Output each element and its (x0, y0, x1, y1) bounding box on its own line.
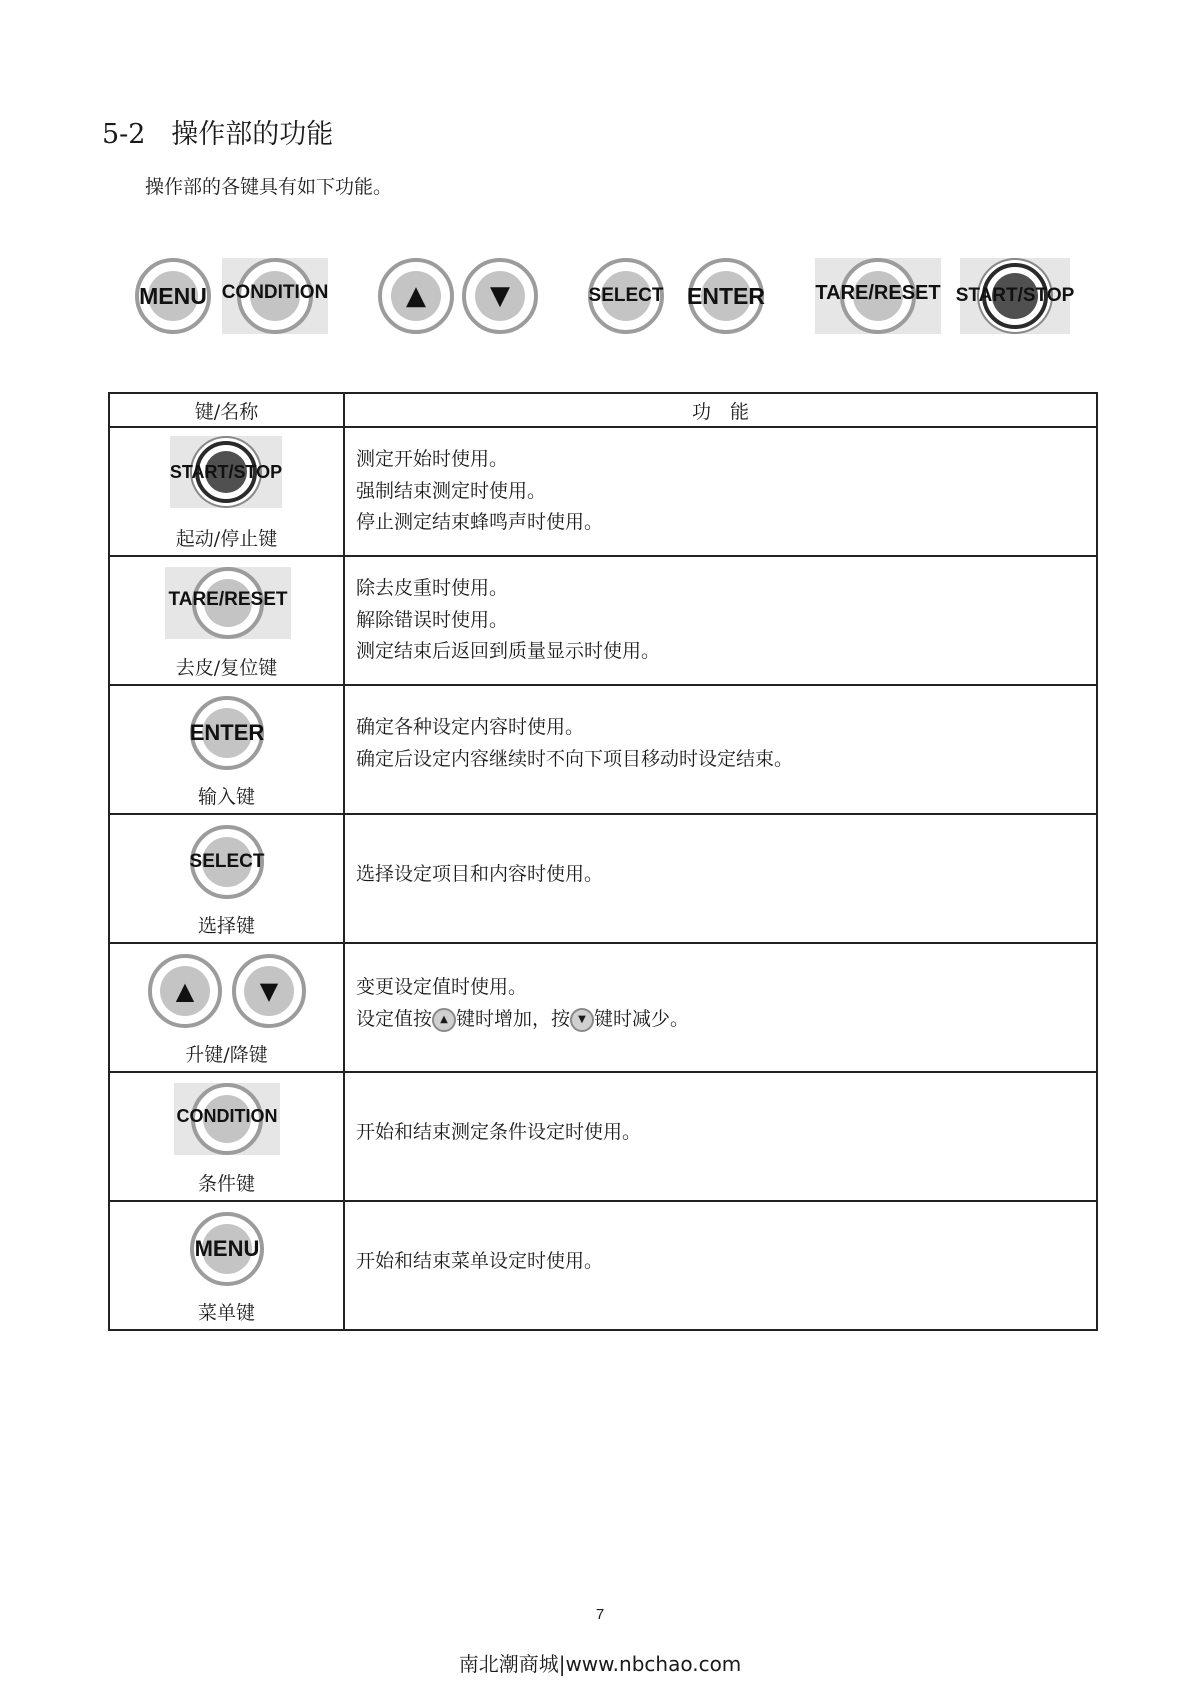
menu-key-icon: MENU (190, 1212, 264, 1286)
function-line: 解除错误时使用。 (356, 608, 509, 631)
key-cell (109, 685, 344, 814)
condition-key: CONDITION (222, 258, 328, 334)
function-line: 确定各种设定内容时使用。 (356, 716, 585, 738)
down-arrow-icon: ▼ (490, 281, 510, 311)
page-number: 7 (595, 1606, 605, 1623)
function-line: 设定值按 ▲ 键时增加，按 ▼ 键时减少。 (356, 1007, 690, 1030)
up-key-icon (148, 954, 222, 1028)
function-cell (344, 427, 1097, 556)
up-arrow-icon: ▲ (406, 281, 426, 311)
function-line: 测定结束后返回到质量显示时使用。 (356, 640, 661, 662)
header-key-name: 键/名称 (109, 393, 344, 427)
key-name: 输入键 (197, 786, 255, 808)
tare-reset-key: TARE/RESET (815, 258, 941, 334)
intro-text: 操作部的各键具有如下功能。 (145, 176, 393, 198)
select-key: SELECT (588, 258, 664, 334)
function-cell (344, 814, 1097, 943)
down-arrow-icon: ▼ (259, 977, 279, 1005)
key-cell (109, 814, 344, 943)
start-stop-key-icon: START/STOP (170, 436, 282, 508)
key-name: 选择键 (197, 915, 255, 937)
up-key (378, 258, 454, 334)
table-row (109, 556, 1097, 685)
menu-key: MENU (135, 258, 211, 334)
header-function: 功 能 (344, 393, 1097, 427)
key-cell (109, 1201, 344, 1330)
key-function-table (108, 392, 1098, 1331)
function-line: 选择设定项目和内容时使用。 (356, 863, 604, 885)
table-row (109, 427, 1097, 556)
function-line: 确定后设定内容继续时不向下项目移动时设定结束。 (356, 747, 794, 770)
down-key (462, 258, 538, 334)
key-name: 升键/降键 (185, 1044, 268, 1066)
function-line: 除去皮重时使用。 (356, 577, 509, 599)
key-cell (109, 427, 344, 556)
function-line: 开始和结束测定条件设定时使用。 (356, 1121, 642, 1143)
function-cell (344, 1201, 1097, 1330)
key-name: 去皮/复位键 (175, 657, 278, 679)
table-row (109, 814, 1097, 943)
key-name: 起动/停止键 (175, 528, 278, 550)
function-line: 停止测定结束蜂鸣声时使用。 (356, 511, 604, 533)
function-cell (344, 556, 1097, 685)
select-key-icon: SELECT (190, 825, 264, 899)
table-row (109, 685, 1097, 814)
footer-watermark: 南北潮商城|www.nbchao.com (458, 1652, 742, 1676)
start-stop-key: START/STOP (960, 258, 1070, 334)
key-name: 菜单键 (197, 1302, 255, 1324)
function-cell (344, 943, 1097, 1072)
function-line: 开始和结束菜单设定时使用。 (356, 1250, 604, 1272)
section-heading (102, 112, 333, 151)
up-key-inline-icon: ▲ (432, 1008, 456, 1032)
down-key-icon (232, 954, 306, 1028)
table-row (109, 943, 1097, 1072)
tare-reset-key-icon: TARE/RESET (165, 567, 291, 639)
key-cell (109, 556, 344, 685)
section-title: 操作部的功能 (171, 119, 334, 150)
key-cell (109, 943, 344, 1072)
key-cell (109, 1072, 344, 1201)
table-row (109, 1072, 1097, 1201)
table-row (109, 1201, 1097, 1330)
key-name: 条件键 (197, 1173, 255, 1195)
condition-key-icon: CONDITION (174, 1083, 280, 1155)
enter-key-icon: ENTER (190, 696, 264, 770)
table-header-row (109, 393, 1097, 427)
up-arrow-icon: ▲ (175, 977, 195, 1005)
function-line: 变更设定值时使用。 (356, 976, 528, 998)
down-key-inline-icon: ▼ (570, 1008, 594, 1032)
function-line: 测定开始时使用。 (356, 448, 509, 470)
function-cell (344, 1072, 1097, 1201)
enter-key: ENTER (688, 258, 764, 334)
section-number: 5-2 (102, 119, 146, 150)
function-cell (344, 685, 1097, 814)
function-line: 强制结束测定时使用。 (356, 479, 547, 502)
